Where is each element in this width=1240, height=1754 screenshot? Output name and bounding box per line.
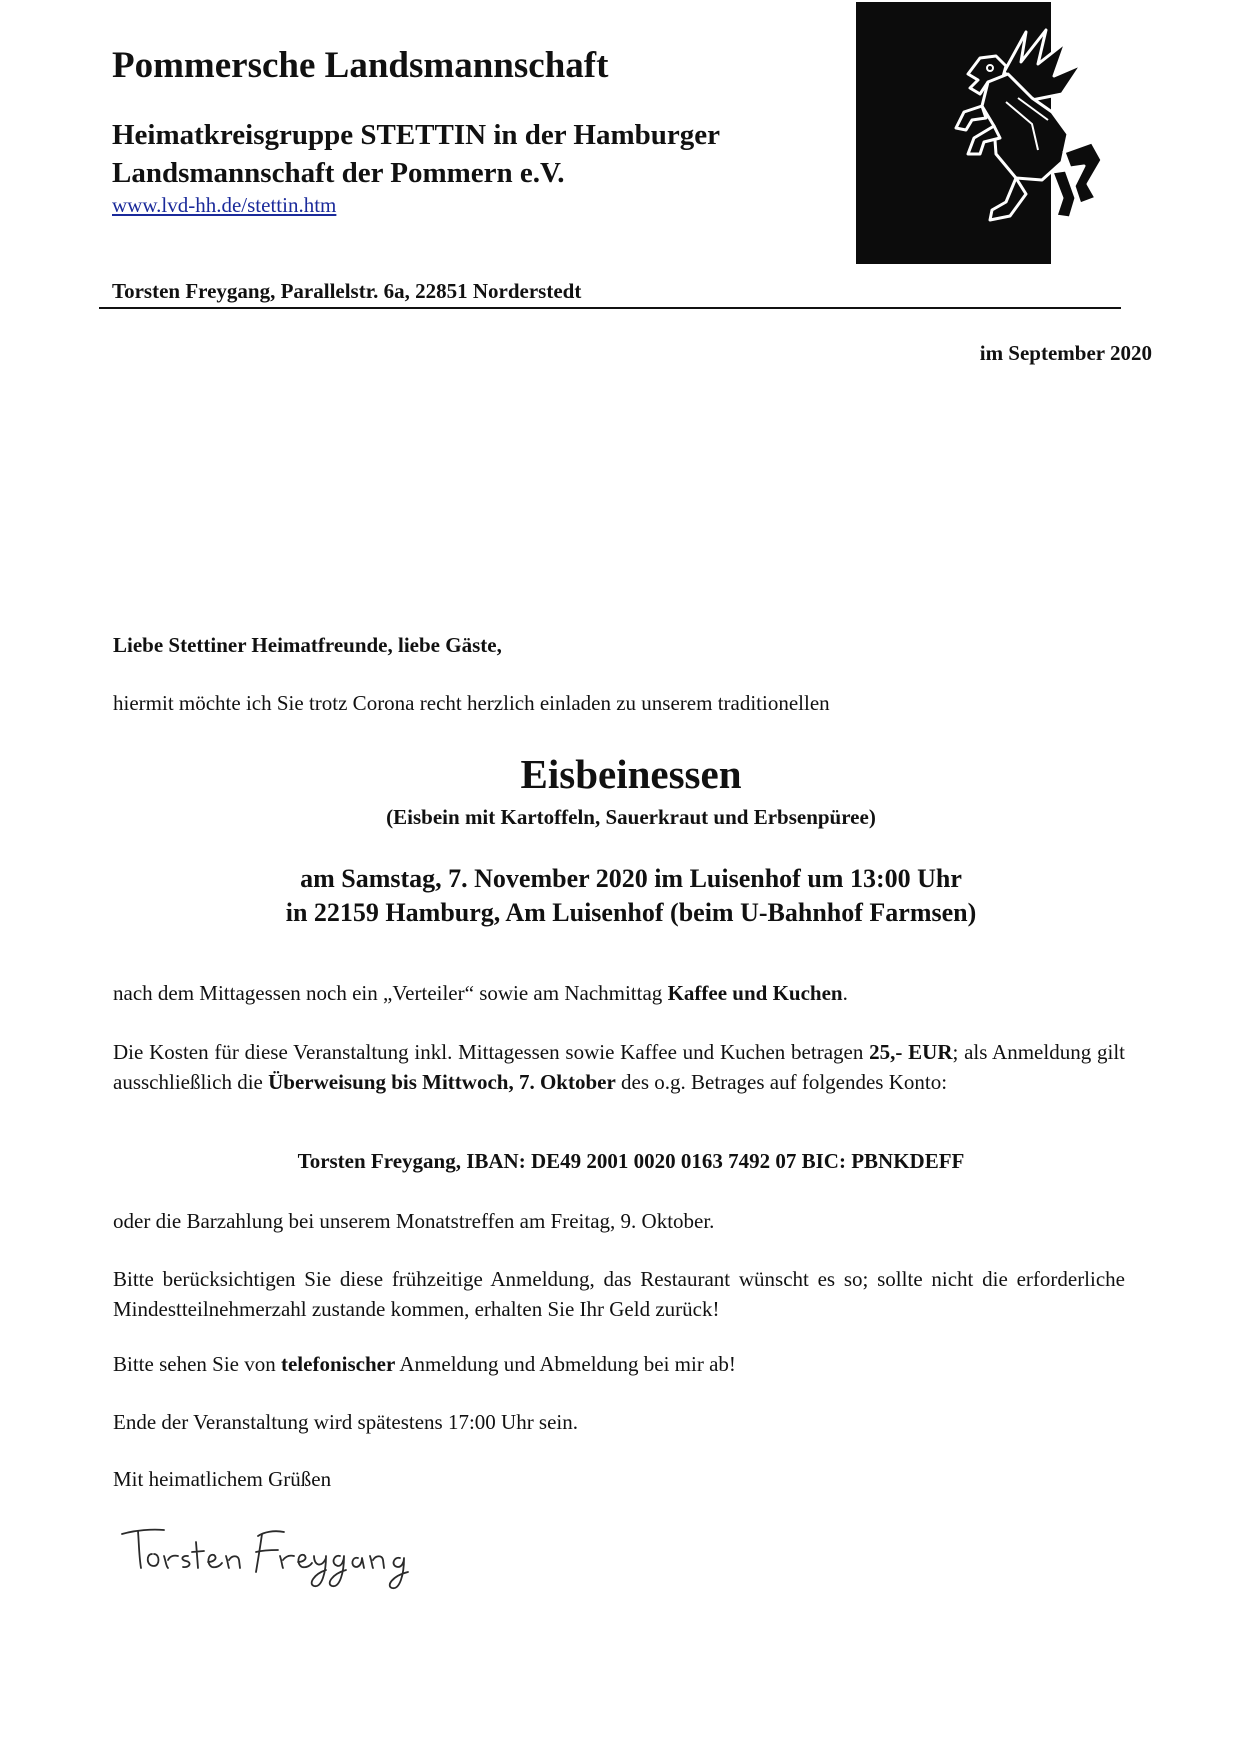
- closing-greeting: Mit heimatlichem Grüßen: [113, 1467, 332, 1491]
- costs-text-1: Die Kosten für diese Veranstaltung inkl. Mittagessen sowie Kaffee und Kuchen betragen: [113, 1040, 870, 1064]
- website-link[interactable]: www.lvd-hh.de/stettin.htm: [112, 193, 337, 217]
- phone-emphasis: telefonischer: [280, 1352, 396, 1376]
- organization-title: Pommersche Landsmannschaft: [112, 45, 609, 86]
- phone-text-2: Anmeldung und Abmeldung bei mir ab!: [395, 1352, 736, 1376]
- event-address: in 22159 Hamburg, Am Luisenhof (beim U-Bahnhof Farmsen): [285, 898, 977, 927]
- header-divider: [99, 307, 1121, 309]
- cash-payment-paragraph: oder die Barzahlung bei unserem Monatstreffen am Freitag, 9. Oktober.: [113, 1209, 715, 1233]
- letter-date: im September 2020: [979, 341, 1152, 365]
- costs-text-3: des o.g. Betrages auf folgendes Konto:: [615, 1070, 948, 1094]
- handwritten-signature: [108, 1512, 438, 1598]
- event-menu: (Eisbein mit Kartoffeln, Sauerkraut und Erbsenpüree): [386, 805, 876, 829]
- costs-text-2: ; als Anmeldung gilt ausschließlich die: [113, 1040, 1125, 1094]
- after-lunch-text: nach dem Mittagessen noch ein „Verteiler“ sowie am Nachmittag: [113, 981, 668, 1005]
- bank-details: Torsten Freygang, IBAN: DE49 2001 0020 0163 7492 07 BIC: PBNKDEFF: [297, 1149, 965, 1173]
- end-time-paragraph: Ende der Veranstaltung wird spätestens 17:00 Uhr sein.: [113, 1410, 579, 1434]
- price-emphasis: 25,- EUR: [869, 1040, 953, 1064]
- event-title: Eisbeinessen: [520, 751, 742, 797]
- coffee-cake-emphasis: Kaffee und Kuchen: [667, 981, 843, 1005]
- salutation: Liebe Stettiner Heimatfreunde, liebe Gäste,: [113, 633, 502, 657]
- phone-paragraph: [113, 1349, 1125, 1379]
- event-date-location: am Samstag, 7. November 2020 im Luisenhof um 13:00 Uhr: [300, 864, 962, 893]
- after-lunch-paragraph: [113, 978, 1125, 1008]
- griffin-coat-of-arms-icon: [856, 2, 1116, 264]
- intro-text: hiermit möchte ich Sie trotz Corona recht herzlich einladen zu unserem traditionellen: [113, 691, 830, 715]
- costs-paragraph: [113, 1037, 1125, 1097]
- early-registration-paragraph: Bitte berücksichtigen Sie diese frühzeitige Anmeldung, das Restaurant wünscht es so; sollte nicht die erforderliche Mindestteilnehmerzahl zustande kommen, erhalten Sie Ihr Geld zurück!: [113, 1267, 1125, 1321]
- sender-address: Torsten Freygang, Parallelstr. 6a, 22851 Norderstedt: [112, 279, 582, 303]
- after-lunch-end: .: [842, 981, 848, 1005]
- deadline-emphasis: Überweisung bis Mittwoch, 7. Oktober: [268, 1070, 616, 1094]
- group-name: Heimatkreisgruppe STETTIN in der Hamburger Landsmannschaft der Pommern e.V.: [112, 119, 720, 189]
- phone-text-1: Bitte sehen Sie von: [113, 1352, 281, 1376]
